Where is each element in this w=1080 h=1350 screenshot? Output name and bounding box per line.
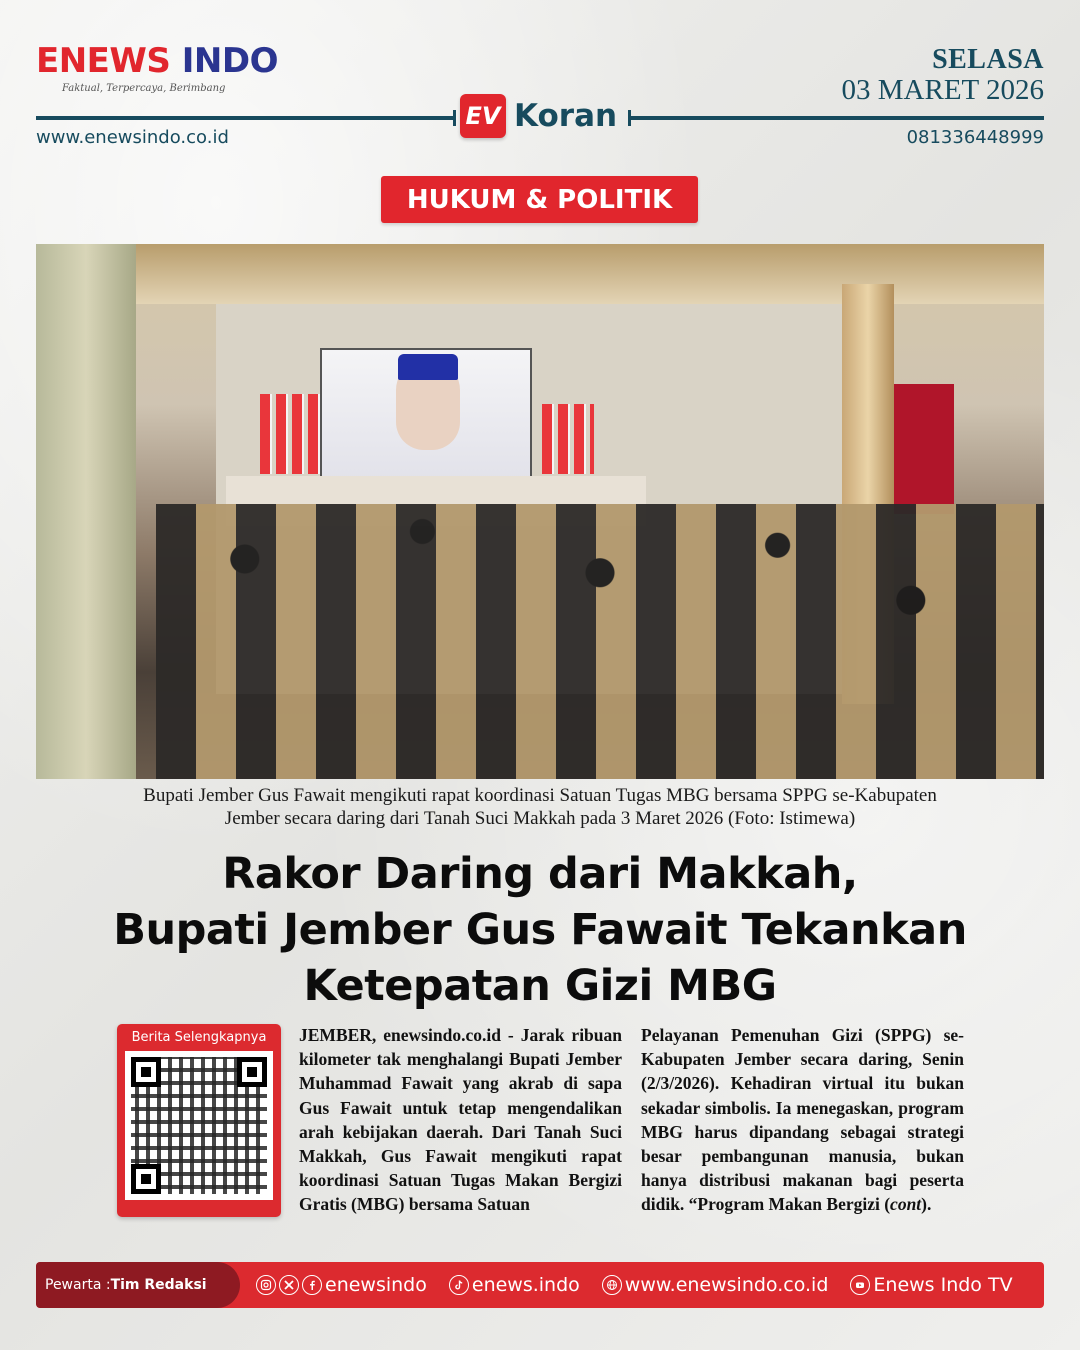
photo-audience (156, 504, 1044, 779)
photo-caption-line1: Bupati Jember Gus Fawait mengikuti rapat koordinasi Satuan Tugas MBG bersama SPPG se-Kabupaten (143, 785, 937, 806)
social-links (256, 1274, 1013, 1296)
continued-marker: cont (890, 1194, 922, 1215)
article-column-2-text: Pelayanan Pemenuhan Gizi (SPPG) se-Kabupaten Jember secara daring, Senin (2/3/2026). Kehadiran virtual itu bukan sekadar simbolis. Ia menegaskan, program MBG harus dipandang sebagai strategi besar pembangunan manusia, bukan hanya distribusi makanan bagi peserta didik. “Program Makan Bergizi ( (641, 1025, 964, 1215)
qr-finder (131, 1164, 161, 1194)
reporter-label: Pewarta : (45, 1277, 111, 1293)
brand-name (36, 41, 278, 81)
reporter-credit (36, 1262, 240, 1308)
brand-name-part1: ENEWS (36, 41, 171, 81)
photo-caption-line2: Jember secara daring dari Tanah Suci Makkah pada 3 Maret 2026 (Foto: Istimewa) (224, 808, 856, 829)
article-column-1: JEMBER, enewsindo.co.id - Jarak ribuan kilometer tak menghalangi Bupati Jember Muhammad Fawait yang akrab di sapa Gus Fawait untuk tetap mengendalikan arah kebijakan daerah. Dari Tanah Suci Makkah, Gus Fawait mengikuti rapat koordinasi Satuan Tugas Makan Bergizi Gratis (MBG) bersama Satuan (299, 1025, 622, 1215)
photo-caption (40, 784, 1040, 830)
tiktok-handle[interactable]: enews.indo (471, 1274, 580, 1296)
x-icon[interactable] (279, 1275, 299, 1295)
photo-flags-left (256, 394, 320, 474)
header-divider-right (628, 116, 1044, 120)
youtube-channel[interactable]: Enews Indo TV (873, 1274, 1013, 1296)
social-handle-link[interactable] (256, 1274, 427, 1296)
photo-curtain (894, 384, 954, 514)
brand-name-part2: INDO (181, 41, 278, 81)
edition-badge (460, 94, 617, 138)
tiktok-link[interactable] (449, 1274, 580, 1296)
news-photo (36, 244, 1044, 779)
date-day: SELASA (932, 44, 1044, 75)
photo-pillar-left (36, 244, 136, 779)
header-divider-left (36, 116, 456, 120)
website-link[interactable] (602, 1274, 829, 1296)
category-badge: HUKUM & POLITIK (381, 176, 698, 223)
issue-date (842, 46, 1044, 105)
headline (40, 846, 1040, 1014)
reporter-name: Tim Redaksi (110, 1277, 207, 1293)
social-handle[interactable]: enewsindo (325, 1274, 427, 1296)
youtube-icon[interactable] (850, 1275, 870, 1295)
tiktok-icon[interactable] (449, 1275, 469, 1295)
youtube-link[interactable] (850, 1274, 1012, 1296)
photo-flags-right (538, 404, 594, 474)
header-divider-cap (628, 110, 631, 126)
qr-title: Berita Selengkapnya (131, 1030, 267, 1045)
article-column-2 (641, 1023, 964, 1217)
headline-line2: Bupati Jember Gus Fawait Tekankan (113, 905, 967, 955)
footer-bar (36, 1262, 1044, 1308)
article-column-2-end: ). (921, 1194, 932, 1215)
headline-line3: Ketepatan Gizi MBG (303, 961, 777, 1011)
header-phone: 081336448999 (906, 127, 1044, 148)
globe-icon[interactable] (602, 1275, 622, 1295)
read-more-qr[interactable] (117, 1024, 281, 1217)
ev-logo-icon: EV (460, 94, 506, 138)
facebook-icon[interactable] (302, 1275, 322, 1295)
instagram-icon[interactable] (256, 1275, 276, 1295)
brand-tagline: Faktual, Terpercaya, Berimbang (62, 83, 226, 94)
header-website-link[interactable]: www.enewsindo.co.id (36, 127, 229, 148)
headline-line1: Rakor Daring dari Makkah, (222, 849, 858, 899)
header-divider-cap (453, 110, 456, 126)
photo-speaker-cap (398, 354, 458, 380)
footer-website[interactable]: www.enewsindo.co.id (624, 1274, 829, 1296)
edition-label: Koran (514, 98, 618, 134)
qr-finder (131, 1057, 161, 1087)
qr-finder (237, 1057, 267, 1087)
brand-logo (36, 41, 278, 94)
date-full: 03 MARET 2026 (841, 74, 1044, 106)
qr-code-icon[interactable] (125, 1051, 273, 1200)
